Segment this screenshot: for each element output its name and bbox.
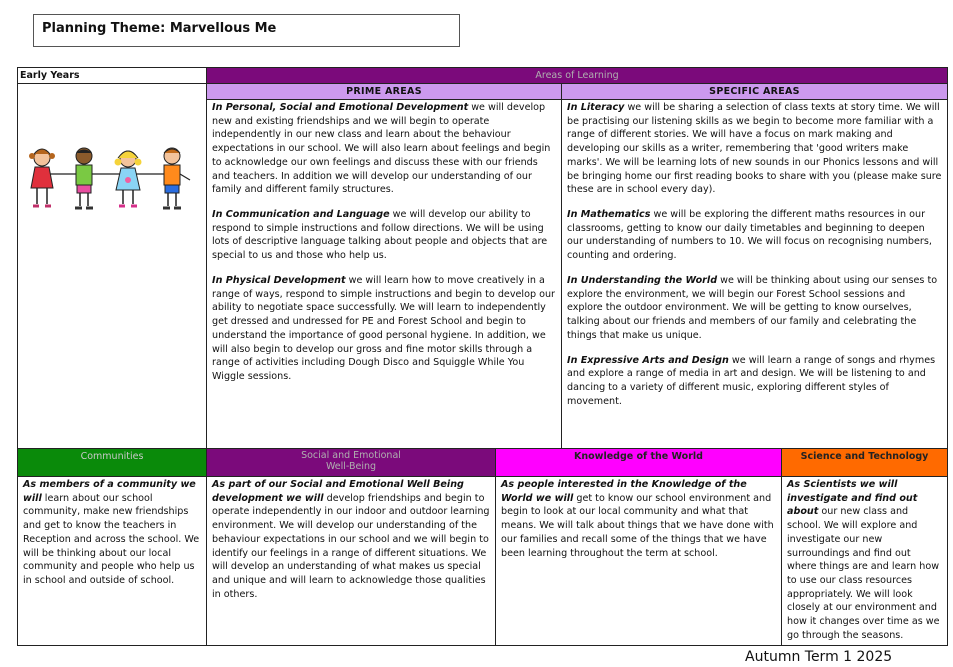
specific-area-paragraph: In Expressive Arts and Design we will learn a range of songs and rhymes and explore a range of media in art and design. We will be listening to and dancing to a variety of different music, exploring different styles of movement. — [567, 354, 936, 407]
specific-areas-cell — [562, 100, 948, 449]
prime-areas-text — [207, 100, 561, 386]
planning-table — [17, 67, 948, 646]
prime-area-paragraph: In Communication and Language we will develop our ability to respond to simple instructions and follow directions. We will be using lots of descriptive language talking about people and objects that are special to us and those who help us. — [212, 209, 548, 262]
specific-areas-text — [562, 100, 947, 410]
communities-cell: As members of a community we will learn about our school community, make new friendships and get to know the teachers in Reception and across the school. We will be thinking about our local community and people who help us in school and outside of school. — [18, 477, 207, 646]
social-emotional-cell: As part of our Social and Emotional Well Being development we will develop friendships and begin to operate independently in our indoor and outdoor learning environment. We will develop our understanding of the behaviour expectations in our school and we will begin to identify our feelings in a range of different situations. We will develop an understanding of what makes us special and unique and will learn to acknowledge those qualities in others. — [207, 477, 496, 646]
prime-areas-header: PRIME AREAS — [207, 84, 562, 100]
specific-areas-header: SPECIFIC AREAS — [562, 84, 948, 100]
prime-area-paragraph: In Physical Development we will learn how to move creatively in a range of ways, respond to simple instructions and begin to develop our ability to negotiate space successfully. We will learn to independently get dressed and undressed for PE and Forest School and begin to understand the importance of good personal hygiene. In addition, we will also begin to develop our gross and fine motor skills through a range of activities including Dough Disco and Squiggle While You Wiggle sessions. — [212, 274, 555, 382]
specific-area-paragraph: In Literacy we will be sharing a selection of class texts at story time. We will be practising our listening skills as we begin to become more familiar with a range of different stories. We will have a focus on mark making and developing our skills as a writer, remembering that 'good writers make marks'. We will be learning lots of new sounds in our Phonics lessons and will be bringing home our first reading books to share with you (please make sure these are in school every day). — [567, 102, 942, 196]
communities-header: Communities — [18, 449, 207, 477]
science-technology-cell: As Scientists we will investigate and find out about our new class and school. We will explore and investigate our new surroundings and find out where things are and learn how to use our class resources appropriately. We will look closely at our environment and how it changes over time as we go through the seasons. — [782, 477, 948, 646]
areas-of-learning-header: Areas of Learning — [207, 68, 948, 84]
social-emotional-header: Social and Emotional Well-Being — [207, 449, 496, 477]
early-years-label: Early Years — [18, 68, 207, 84]
knowledge-of-world-header: Knowledge of the World — [496, 449, 782, 477]
science-technology-header: Science and Technology — [782, 449, 948, 477]
prime-area-paragraph: In Personal, Social and Emotional Development we will develop new and existing friendships and we will begin to operate independently in our new class and learn about the behaviour expectations in our school. We will also learn about feelings and begin to acknowledge our own feelings and discuss these with our friends and teachers. In addition we will develop our understanding of our family and different family structures. — [212, 102, 551, 196]
term-footer: Autumn Term 1 2025 — [745, 649, 893, 665]
knowledge-of-world-cell: As people interested in the Knowledge of the World we will get to know our school environment and begin to look at our local community and what that means. We will talk about things that we have done with our families and recall some of the things that we have been learning throughout the term at school. — [496, 477, 782, 646]
page-title: Planning Theme: Marvellous Me — [33, 14, 460, 47]
specific-area-paragraph: In Mathematics we will be exploring the different maths resources in our classrooms, getting to know our daily timetables and beginning to deepen our understanding of numbers to 10. We will focus on recognising numbers, counting and ordering. — [567, 209, 932, 262]
prime-areas-cell — [207, 100, 562, 449]
illustration-cell — [18, 84, 207, 449]
specific-area-paragraph: In Understanding the World we will be thinking about using our senses to explore the environment, we will begin our Forest School sessions and explore the outdoor environment. We will be getting to know ourselves, talking about our friends and members of our family and celebrating the things that make us unique. — [567, 274, 938, 341]
